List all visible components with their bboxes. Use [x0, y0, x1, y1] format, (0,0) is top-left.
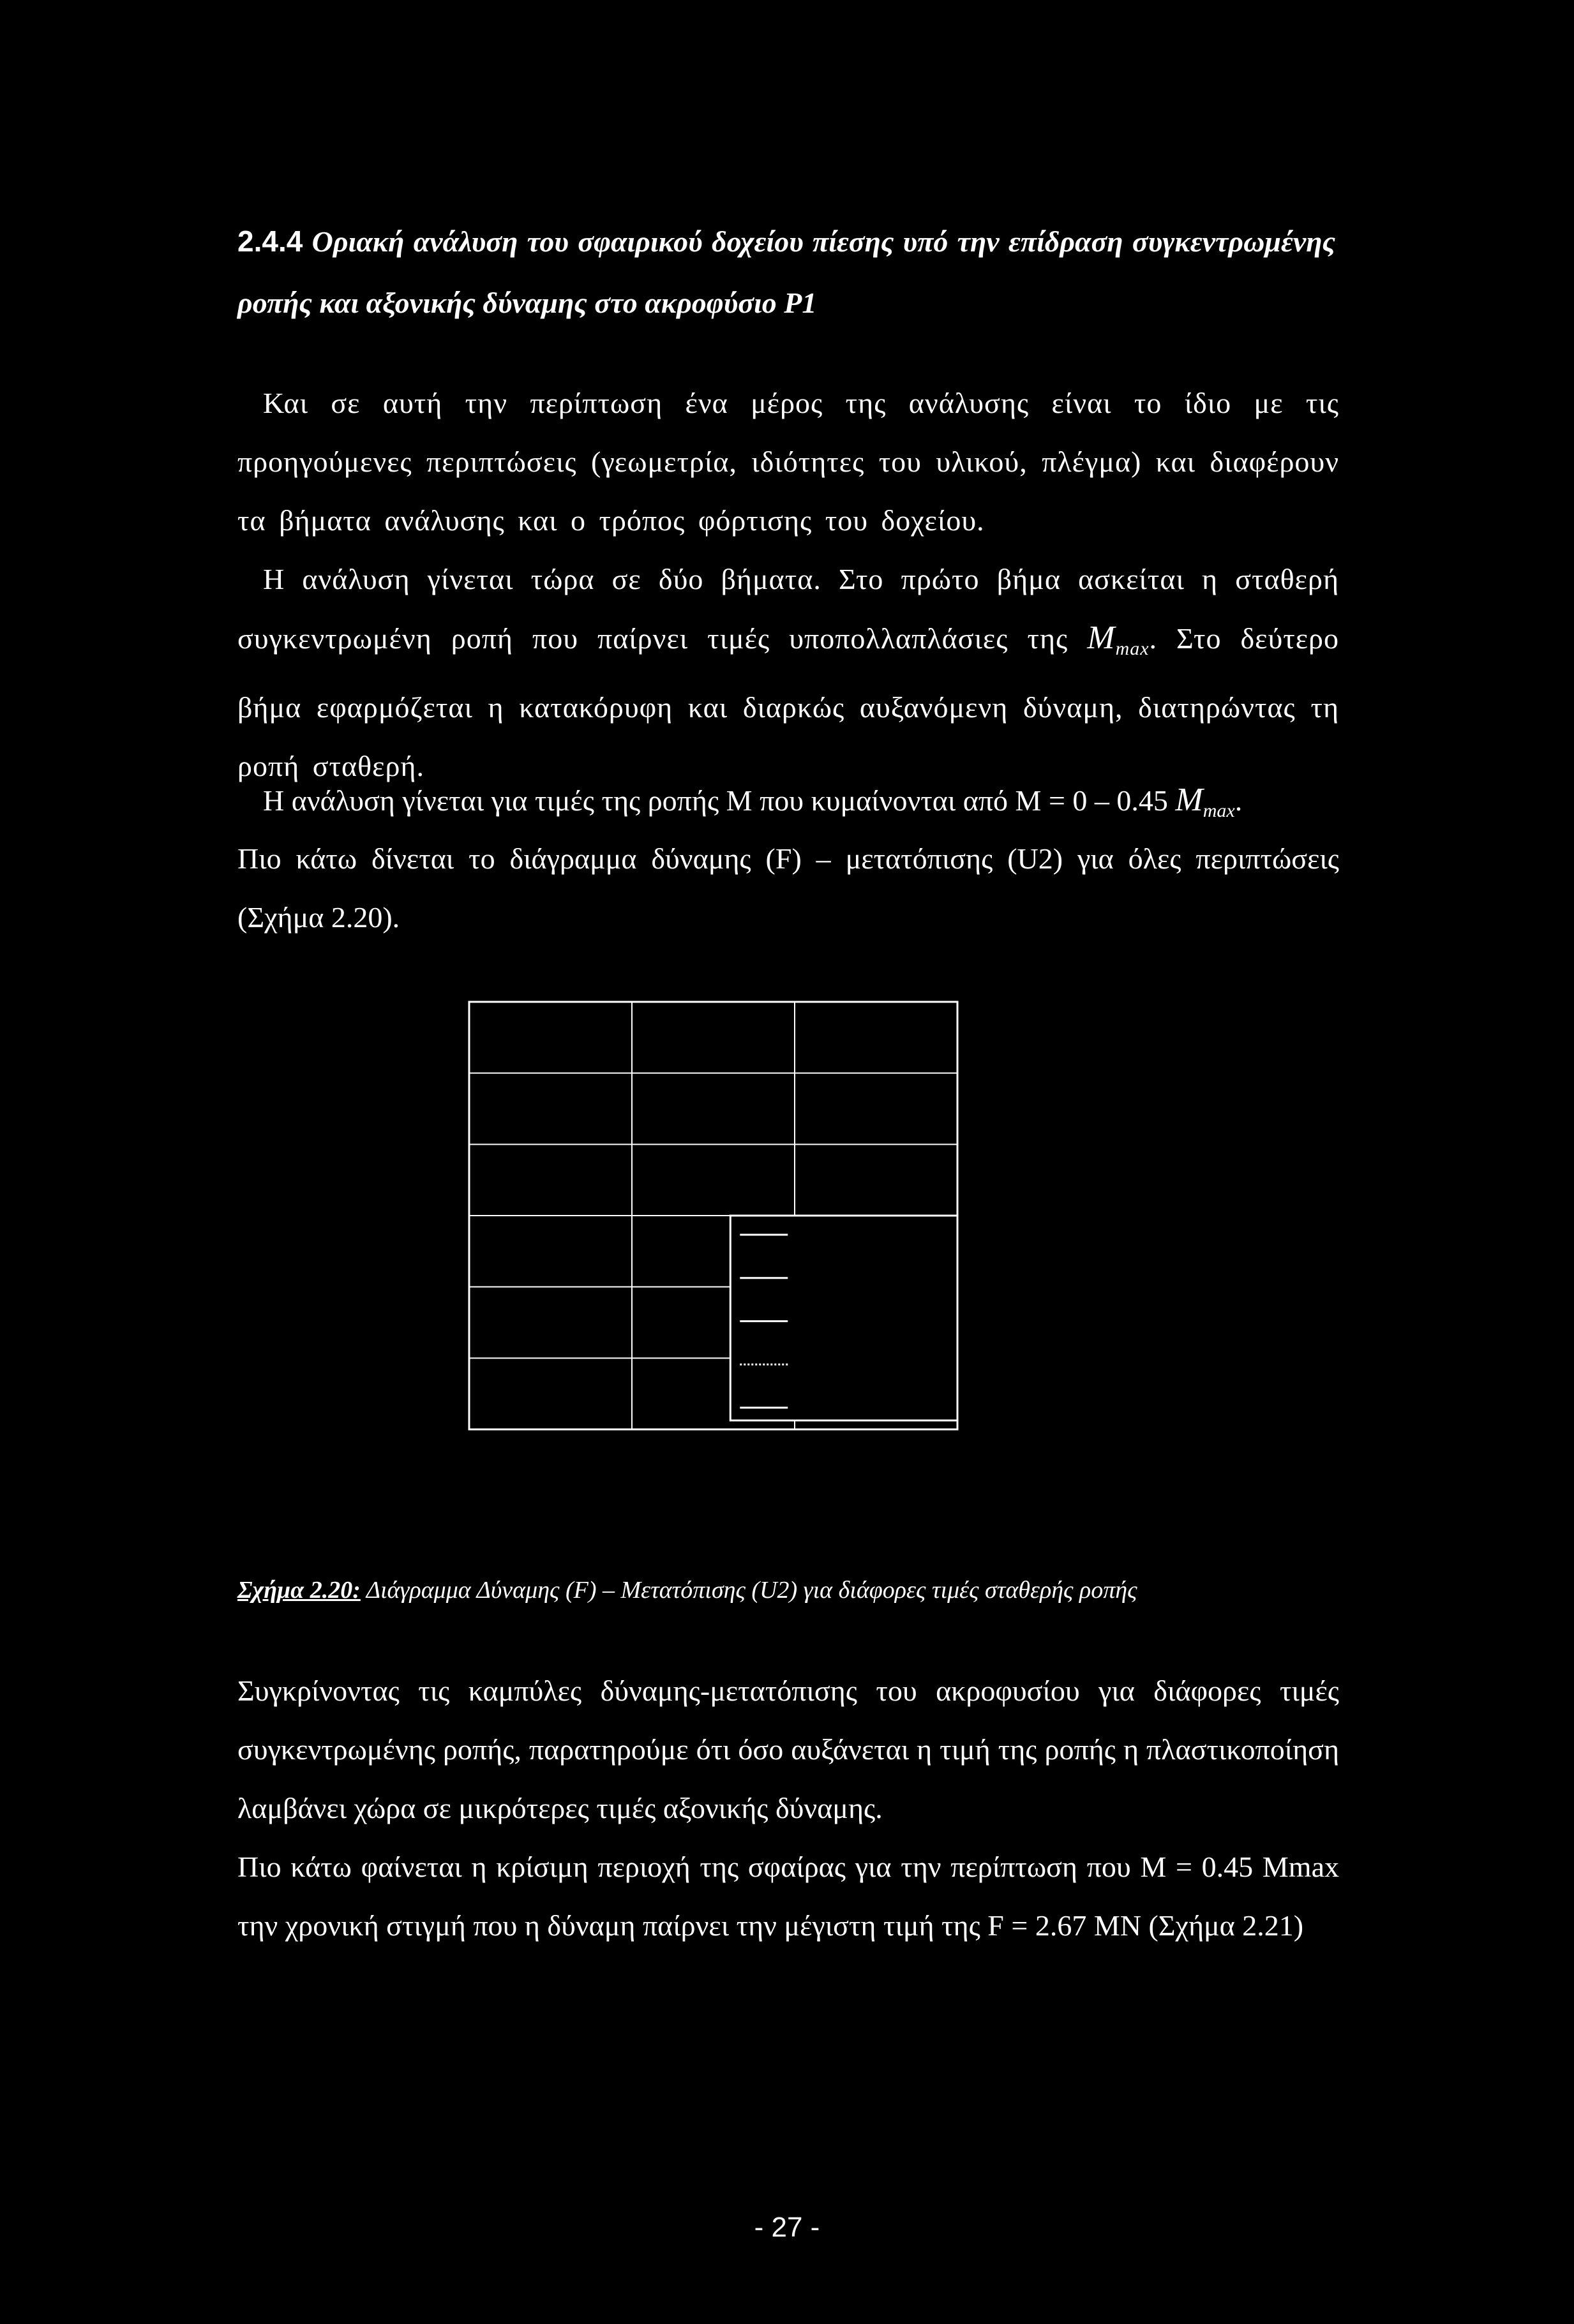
- caption-label: Σχήμα 2.20:: [237, 1577, 361, 1604]
- steps-text-a: Η ανάλυση γίνεται τώρα σε δύο βήματα. Στο πρώτο βήμα ασκείται η σταθερή συγκεντρωμένη ροπή που παίρνει τιμές υποπολλαπλάσιες της: [237, 563, 1339, 655]
- chart-plot-area: [469, 1002, 957, 1429]
- steps-text-b: . Στο δεύτερο βήμα εφαρμόζεται η κατακόρυφη και διαρκώς αυξανόμενη δύναμη, διατηρώντας τη ροπή σταθερή.: [237, 622, 1340, 782]
- critical-text: Πιο κάτω φαίνεται η κρίσιμη περιοχή της σφαίρας για την περίπτωση που M = 0.45 Mmax την χρονική στιγμή που η δύναμη παίρνει την μέγιστη τιμή της F = 2.67 MN (Σχήμα 2.21): [237, 1851, 1339, 1942]
- comparison-paragraph: [237, 1662, 1339, 1838]
- section-title-line2: συγκεντρωμένης ροπής και αξονικής δύναμης στο ακροφύσιο P1: [237, 225, 1336, 319]
- section-number: 2.4.4: [237, 225, 303, 258]
- figure-caption: [237, 1571, 1335, 1609]
- range-text-b: .: [1234, 784, 1243, 817]
- steps-paragraph: [237, 550, 1339, 796]
- m-symbol-2: M: [1175, 782, 1203, 818]
- m-max-symbol-2: [1175, 782, 1235, 821]
- force-displacement-chart: [460, 995, 964, 1442]
- legend-box: [730, 1216, 957, 1420]
- m-max-symbol: [1087, 620, 1150, 659]
- m-subscript-2: max: [1203, 800, 1235, 821]
- range-text-a: Η ανάλυση γίνεται για τιμές της ροπής M που κυμαίνονται από M = 0 – 0.45: [263, 784, 1168, 817]
- diagram-intro-text: Πιο κάτω δίνεται το διάγραμμα δύναμης (F) – μετατόπισης (U2) για όλες περιπτώσεις (Σχήμα 2.20).: [237, 842, 1339, 934]
- intro-paragraph: [237, 374, 1339, 550]
- caption-text: Διάγραμμα Δύναμης (F) – Μετατόπισης (U2) για διάφορες τιμές σταθερής ροπής: [366, 1577, 1137, 1604]
- comparison-text: Συγκρίνοντας τις καμπύλες δύναμης-μετατόπισης του ακροφυσίου για διάφορες τιμές συγκεντρωμένης ροπής, παρατηρούμε ότι όσο αυξάνεται η τιμή της ροπής η πλαστικοποίηση λαμβάνει χώρα σε μικρότερες τιμές αξονικής δύναμης.: [237, 1674, 1339, 1824]
- section-heading: [237, 211, 1335, 334]
- section-title-line1: Οριακή ανάλυση του σφαιρικού δοχείου πίεσης υπό την επίδραση: [311, 225, 1123, 258]
- diagram-intro-paragraph: [237, 830, 1339, 947]
- intro-text: Και σε αυτή την περίπτωση ένα μέρος της ανάλυσης είναι το ίδιο με τις προηγούμενες περιπτώσεις (γεωμετρία, ιδιότητες του υλικού, πλέγμα) και διαφέρουν τα βήματα ανάλυσης και ο τρόπος φόρτισης του δοχείου.: [237, 387, 1339, 537]
- critical-paragraph: [237, 1838, 1339, 1955]
- m-symbol: M: [1087, 620, 1116, 656]
- m-subscript: max: [1115, 638, 1150, 659]
- page-number: - 27 -: [754, 2212, 820, 2243]
